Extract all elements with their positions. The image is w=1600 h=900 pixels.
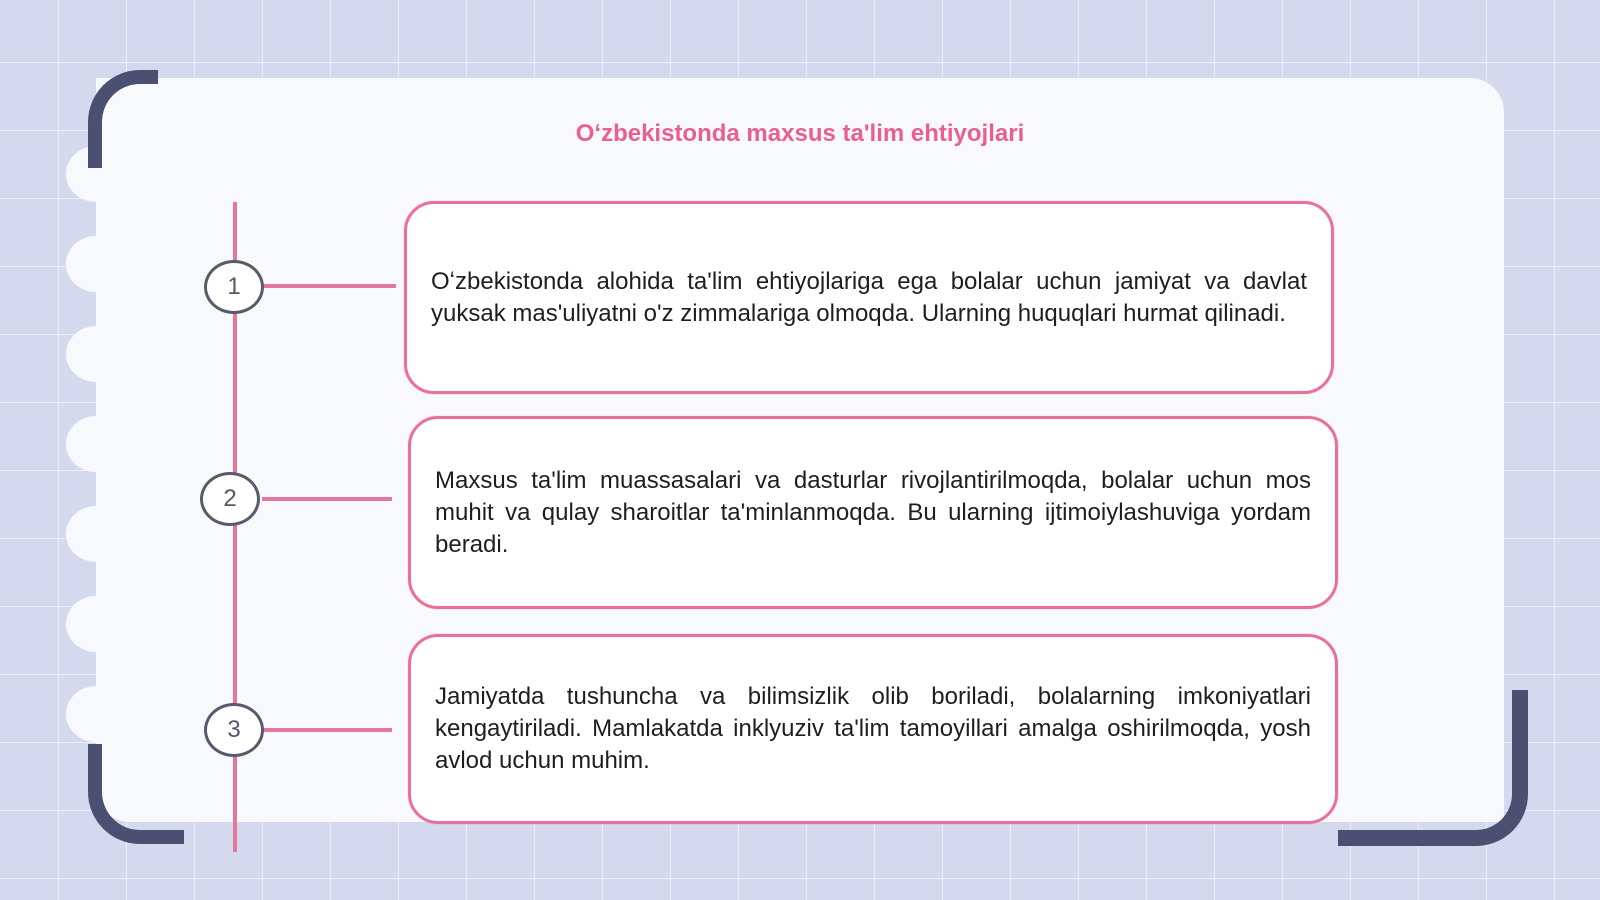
paper-scallop <box>66 326 126 382</box>
node-number: 2 <box>223 485 237 512</box>
timeline-node-2 <box>200 472 260 526</box>
corner-bracket-bottom-left <box>88 744 184 844</box>
info-card-3 <box>408 634 1338 824</box>
timeline-connector-3 <box>262 728 392 732</box>
info-card-text: Jamiyatda tushuncha va bilimsizlik olib boriladi, bolalarning imkoniyatlari kengaytiriladi. Mamlakatda inklyuziv ta'lim tamoyillari amalga oshirilmoqda, yosh avlod uchun muhim. <box>435 683 1311 774</box>
corner-bracket-bottom-right <box>1338 690 1528 846</box>
timeline-connector-1 <box>262 284 396 288</box>
timeline-node-1 <box>204 260 264 314</box>
node-number: 1 <box>227 273 241 300</box>
paper-scallop <box>66 686 126 742</box>
paper-scallop <box>66 506 126 562</box>
paper-scallop <box>66 236 126 292</box>
timeline-node-3 <box>204 703 264 757</box>
paper-scallop <box>66 596 126 652</box>
node-number: 3 <box>227 716 241 743</box>
info-card-text: Maxsus ta'lim muassasalari va dasturlar rivojlantirilmoqda, bolalar uchun mos muhit va qulay sharoitlar ta'minlanmoqda. Bu ularning ijtimoiylashuviga yordam beradi. <box>435 466 1311 558</box>
slide-title: Oʻzbekistonda maxsus ta'lim ehtiyojlari <box>575 120 1025 147</box>
info-card-2 <box>408 416 1338 609</box>
timeline-connector-2 <box>262 497 392 501</box>
info-card-1 <box>404 201 1334 394</box>
info-card-text: Oʻzbekistonda alohida ta'lim ehtiyojlariga ega bolalar uchun jamiyat va davlat yuksak mas'uliyatni o'z zimmalariga olmoqda. Ularning huquqlari hurmat qilinadi. <box>431 267 1307 327</box>
paper-scallop <box>66 416 126 472</box>
